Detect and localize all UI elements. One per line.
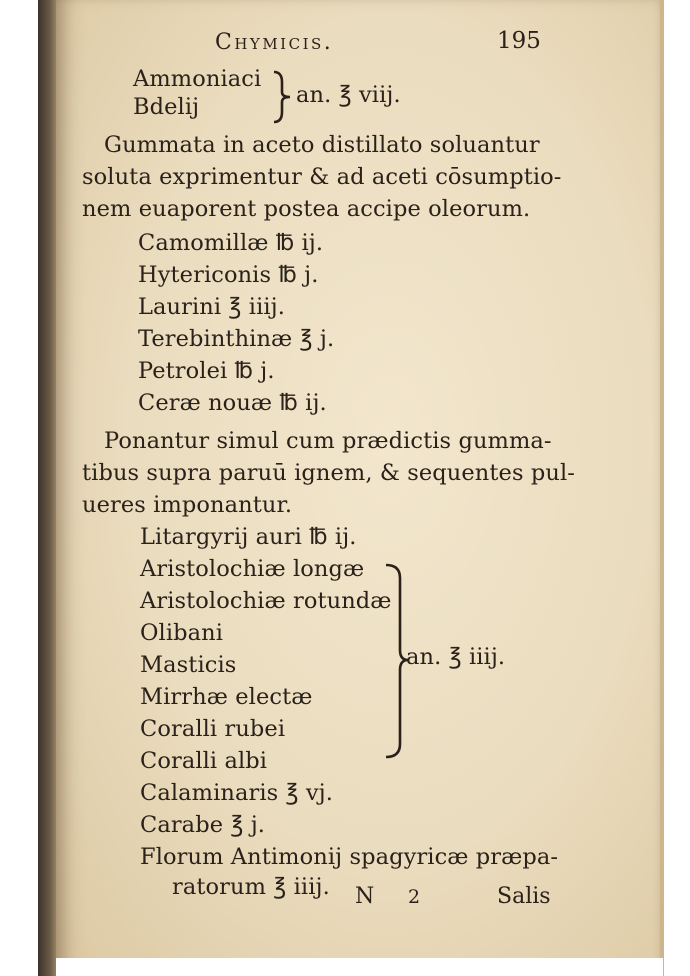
powder-group-item: Aristolochiæ rotundæ [140, 588, 392, 614]
paragraph2-line3: ueres imponantur. [82, 492, 293, 518]
powder-litargyrij: Litargyrij auri ℔ ij. [140, 524, 357, 550]
page-number: 195 [497, 28, 541, 54]
paragraph1-line1: Gummata in aceto distillato soluantur [104, 132, 540, 158]
brace-top-group [272, 70, 294, 124]
oil-item: Camomillæ ℔ ij. [138, 230, 324, 256]
oil-item: Hytericonis ℔ j. [138, 262, 319, 288]
page-edge [660, 0, 664, 976]
powder-group-item: Olibani [140, 620, 224, 646]
bottom-margin [56, 958, 663, 976]
powder-group-item: Aristolochiæ longæ [140, 556, 365, 582]
dose-top-group: an. ℥ viij. [296, 82, 401, 108]
powder-carabe: Carabe ℥ j. [140, 812, 266, 838]
powder-group-item: Masticis [140, 652, 237, 678]
powder-group-item: Coralli rubei [140, 716, 286, 742]
powder-group-item: Mirrhæ electæ [140, 684, 313, 710]
book-spine [38, 0, 58, 976]
powder-group-item: Coralli albi [140, 748, 268, 774]
oil-item: Ceræ nouæ ℔ ij. [138, 390, 327, 416]
dose-powder-group: an. ℥ iiij. [406, 644, 506, 670]
paragraph1-line2: soluta exprimentur & ad aceti cōsumptio- [82, 164, 562, 190]
oil-item: Terebinthinæ ℥ j. [138, 326, 335, 352]
signature-mark: N [355, 884, 375, 909]
powder-antimonij-line2: ratorum ℥ iiij. [172, 874, 330, 900]
paragraph2-line1: Ponantur simul cum prædictis gumma- [104, 428, 552, 454]
oil-item: Laurini ℥ iiij. [138, 294, 286, 320]
paragraph1-line3: nem euaporent postea accipe oleorum. [82, 196, 531, 222]
powder-calaminaris: Calaminaris ℥ vj. [140, 780, 334, 806]
signature-number: 2 [408, 886, 421, 908]
oil-item: Petrolei ℔ j. [138, 358, 275, 384]
powder-antimonij-line1: Florum Antimonij spagyricæ præpa- [140, 844, 559, 870]
running-header-title: Chymicis. [215, 30, 334, 55]
ingredient-bdelij: Bdelij [133, 94, 200, 120]
paragraph2-line2: tibus supra paruū ignem, & sequentes pul- [82, 460, 575, 486]
catchword: Salis [497, 884, 551, 909]
ingredient-ammoniaci: Ammoniaci [133, 66, 262, 92]
